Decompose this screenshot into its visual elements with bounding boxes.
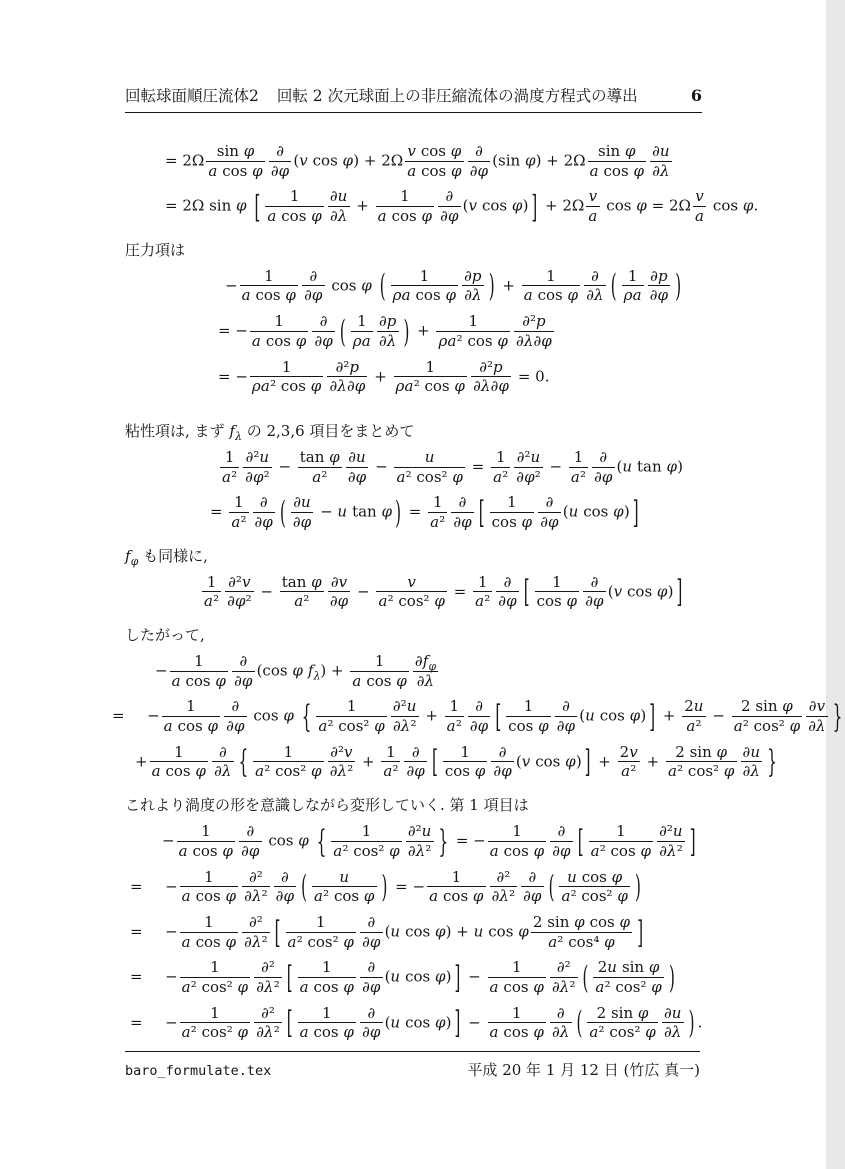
paragraph-f-phi-also: $f_\varphi$ も同様に, [125, 546, 208, 568]
header-doc-title: 回転球面順圧流体2 [125, 87, 259, 105]
equation-pressure-line-3: = − $\frac{1}{\text{ρa² cos φ}}$ $\frac{\text{∂²p}}{\partial\lambda\partial\varphi}$ + $\frac{1}{\text{ρa² cos φ}}$ $\frac{\text{∂²p}}{\partial\lambda\partial\varphi}$ = 0. [218, 357, 550, 396]
page-number: 6 [690, 86, 702, 105]
paragraph-therefore: したがって, [125, 626, 205, 644]
paragraph-viscosity-term: 粘性項は, まず $f_\lambda$ の 2,3,6 項目をまとめて [125, 421, 415, 443]
paragraph-transform-vorticity: これより渦度の形を意識しながら変形していく. 第 1 項目は [125, 796, 529, 815]
header-rule [125, 112, 702, 113]
equation-first-term-line-3: = − $\frac{1}{\text{a cos φ}}$ ∂² ∂λ² [ $\frac{1}{\text{a² cos² φ}}$ ∂ ∂φ (u cos φ) + u cos φ $\frac{\text{2 sin φ cos φ}}{\text{a² cos⁴ φ}}$ ] [130, 912, 644, 952]
equation-first-term-line-1: − $\frac{1}{\text{a cos φ}}$ ∂ ∂φ cos φ { $\frac{1}{\text{a² cos² φ}}$ $\frac{\text{∂²u}}{\text{∂λ²}}$ } = − $\frac{1}{\text{a cos φ}}$ ∂ ∂φ [ $\frac{1}{\text{a² cos φ}}$ $\frac{\text{∂²u}}{\text{∂λ²}}$ ] [162, 822, 696, 861]
equation-first-term-line-2: = − $\frac{1}{\text{a cos φ}}$ ∂² ∂λ² ∂ ∂φ ( $\frac{u}{\text{a² cos φ}}$ ) = − $\frac{1}{\text{a cos φ}}$ ∂² ∂λ² ∂ ∂φ ( $\frac{\text{u cos φ}}{\text{a² cos² φ}}$ ) [130, 867, 641, 906]
paragraph-pressure-term: 圧力項は [125, 240, 186, 259]
equation-combined-line-3: + $\frac{1}{\text{a cos φ}}$ ∂ ∂λ { $\frac{1}{\text{a² cos² φ}}$ $\frac{\text{∂²v}}{\text{∂λ²}}$ + $\frac{1}{\text{a²}}$ ∂ ∂φ [ $\frac{1}{\text{cos φ}}$ ∂ ∂φ (v cos φ) ] + $\frac{2v}{\text{a²}}$ + $\frac{\text{2 sin φ}}{\text{a² cos² φ}}$ $\frac{\partial u}{\partial\lambda}$ } [135, 742, 777, 781]
equation-pressure-line-1: − $\frac{1}{\text{a cos φ}}$ ∂ ∂φ cos φ ( $\frac{1}{\text{ρa cos φ}}$ $\frac{\partial p}{\partial\lambda}$ ) + $\frac{1}{\text{a cos φ}}$ ∂ ∂λ ( $\frac{1}{\rho a}$ $\frac{\partial p}{\partial\varphi}$ ) [225, 266, 682, 305]
header-section-title: 回転 2 次元球面上の非圧縮流体の渦度方程式の導出 [276, 87, 638, 105]
equation-viscosity-v-line-1: $\frac{1}{\text{a²}}$ $\frac{\text{∂²v}}{\text{∂φ²}}$ − $\frac{\text{tan φ}}{\text{a²}}$ $\frac{\partial v}{\partial\varphi}$ − $\frac{v}{\text{a² cos² φ}}$ = $\frac{1}{\text{a²}}$ ∂ ∂φ [ $\frac{1}{\text{cos φ}}$ ∂ ∂φ (v cos φ) ] [204, 572, 683, 611]
equation-combined-line-1: − $\frac{1}{\text{a cos φ}}$ ∂ ∂φ (cos φ $f_\lambda$) + $\frac{1}{\text{a cos φ}}$ $\frac{\partial f_\varphi}{\partial\lambda}$ [155, 652, 437, 690]
page-header [125, 84, 702, 106]
equation-pressure-line-2: = − $\frac{1}{\text{a cos φ}}$ ∂ ∂φ ( $\frac{1}{\rho a}$ $\frac{\partial p}{\partial\lambda}$ ) + $\frac{1}{\text{ρa² cos φ}}$ $\frac{\text{∂²p}}{\partial\lambda\partial\varphi}$ [218, 312, 552, 351]
equation-viscosity-u-line-1: $\frac{1}{\text{a²}}$ $\frac{\text{∂²u}}{\text{∂φ²}}$ − $\frac{\text{tan φ}}{\text{a²}}$ $\frac{\partial u}{\partial\varphi}$ − $\frac{u}{\text{a² cos² φ}}$ = $\frac{1}{\text{a²}}$ $\frac{\text{∂²u}}{\text{∂φ²}}$ − $\frac{1}{\text{a²}}$ ∂ ∂φ (u tan φ) [222, 447, 683, 486]
footer-filename: baro_formulate.tex [125, 1063, 272, 1079]
equation-coriolis-line-1: = 2Ω $\frac{\text{sin φ}}{\text{a cos φ}}$ ∂ ∂φ (v cos φ) + 2Ω $\frac{\text{v cos φ}}{\text{a cos φ}}$ ∂ ∂φ (sin φ) + 2Ω $\frac{\text{sin φ}}{\text{a cos φ}}$ $\frac{\partial u}{\partial\lambda}$ [165, 142, 670, 180]
equation-first-term-line-5: = − $\frac{1}{\text{a² cos² φ}}$ ∂² ∂λ² [ $\frac{1}{\text{a cos φ}}$ ∂ ∂φ (u cos φ) ] − $\frac{1}{\text{a cos φ}}$ ∂ ∂λ ( $\frac{\text{2 sin φ}}{\text{a² cos² φ}}$ $\frac{\partial u}{\partial\lambda}$ ) . [130, 1003, 703, 1042]
equation-coriolis-line-2: = 2Ω sin φ [ $\frac{1}{\text{a cos φ}}$ $\frac{\partial u}{\partial\lambda}$ + $\frac{1}{\text{a cos φ}}$ ∂ ∂φ (v cos φ) ] + 2Ω $\frac{v}{a}$ cos φ = 2Ω $\frac{v}{a}$ cos φ. [165, 187, 759, 226]
page-footer [125, 1051, 700, 1080]
equation-viscosity-u-line-2: = $\frac{1}{\text{a²}}$ ∂ ∂φ ( $\frac{\partial u}{\partial\varphi}$ − u tan φ ) = $\frac{1}{\text{a²}}$ ∂ ∂φ [ $\frac{1}{\text{cos φ}}$ ∂ ∂φ (u cos φ) ] [210, 493, 639, 532]
equation-first-term-line-4: = − $\frac{1}{\text{a² cos² φ}}$ ∂² ∂λ² [ $\frac{1}{\text{a cos φ}}$ ∂ ∂φ (u cos φ) ] − $\frac{1}{\text{a cos φ}}$ ∂² ∂λ² ( $\frac{\text{2u sin φ}}{\text{a² cos² φ}}$ ) [130, 958, 675, 997]
footer-rule [125, 1051, 700, 1052]
equation-combined-line-2: = − $\frac{1}{\text{a cos φ}}$ ∂ ∂φ cos φ { $\frac{1}{\text{a² cos² φ}}$ $\frac{\text{∂²u}}{\text{∂λ²}}$ + $\frac{1}{\text{a²}}$ ∂ ∂φ [ $\frac{1}{\text{cos φ}}$ ∂ ∂φ (u cos φ) ] + $\frac{2u}{\text{a²}}$ − $\frac{\text{2 sin φ}}{\text{a² cos² φ}}$ $\frac{\partial v}{\partial\lambda}$ } [112, 697, 843, 736]
footer-date-author: 平成 20 年 1 月 12 日 (竹広 真一) [467, 1061, 700, 1079]
